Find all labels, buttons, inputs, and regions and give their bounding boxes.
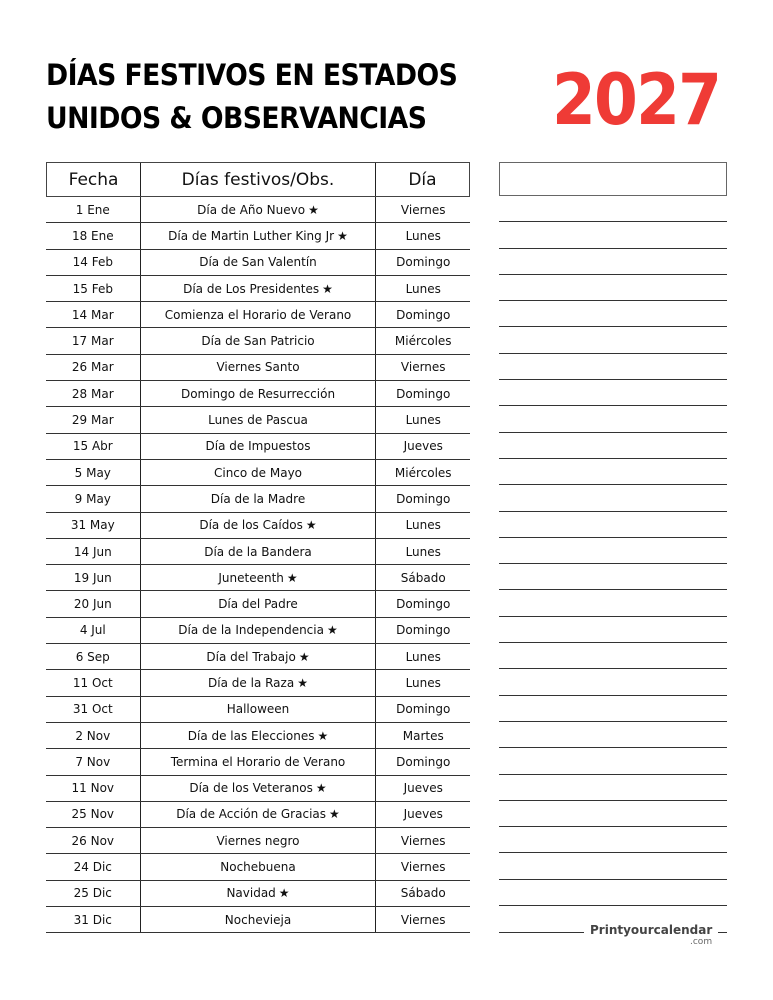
holiday-name: Viernes Santo bbox=[216, 360, 300, 375]
date-cell: 1 Ene bbox=[46, 197, 141, 222]
date-cell: 2 Nov bbox=[46, 723, 141, 748]
note-line bbox=[499, 853, 727, 879]
table-row bbox=[46, 434, 470, 460]
holiday-cell bbox=[141, 381, 377, 406]
weekday-cell: Sábado bbox=[400, 570, 446, 585]
notes-column bbox=[499, 162, 727, 906]
federal-holiday-star-icon: ★ bbox=[322, 281, 333, 296]
holiday-cell bbox=[141, 276, 377, 301]
holiday-cell bbox=[141, 802, 377, 827]
weekday-cell: Lunes bbox=[405, 518, 441, 533]
federal-holiday-star-icon: ★ bbox=[305, 518, 317, 533]
weekday-cell: Lunes bbox=[405, 649, 441, 664]
weekday-cell: Domingo bbox=[396, 491, 451, 506]
date-cell: 19 Jun bbox=[46, 565, 141, 590]
date-cell: 25 Dic bbox=[46, 881, 141, 906]
holiday-cell bbox=[141, 828, 377, 853]
holiday-cell bbox=[141, 302, 377, 327]
holiday-name: Comienza el Horario de Verano bbox=[164, 307, 352, 322]
table-header bbox=[46, 162, 470, 197]
federal-holiday-star-icon: ★ bbox=[308, 202, 319, 217]
weekday-cell: Domingo bbox=[396, 386, 451, 401]
holiday-name: Juneteenth bbox=[218, 570, 284, 585]
date-cell: 31 May bbox=[46, 513, 141, 538]
table-row bbox=[46, 907, 470, 933]
brand-suffix: .com bbox=[690, 937, 713, 947]
table-row bbox=[46, 591, 470, 617]
table-row bbox=[46, 539, 470, 565]
divider-line bbox=[499, 932, 584, 933]
date-cell: 31 Dic bbox=[46, 907, 141, 932]
date-cell: 26 Nov bbox=[46, 828, 141, 853]
holiday-name: Cinco de Mayo bbox=[213, 465, 303, 480]
weekday-cell: Viernes bbox=[400, 833, 446, 848]
table-row bbox=[46, 749, 470, 775]
note-line bbox=[499, 196, 727, 222]
date-cell: 9 May bbox=[46, 486, 141, 511]
holiday-cell bbox=[141, 539, 377, 564]
date-cell: 25 Nov bbox=[46, 802, 141, 827]
date-cell: 18 Ene bbox=[46, 223, 141, 248]
table-row bbox=[46, 670, 470, 696]
weekday-cell: Lunes bbox=[405, 413, 441, 428]
table-row bbox=[46, 513, 470, 539]
holiday-cell bbox=[141, 723, 377, 748]
note-line bbox=[499, 880, 727, 906]
weekday-cell: Lunes bbox=[405, 281, 441, 296]
holiday-name: Día de San Patricio bbox=[201, 334, 315, 349]
date-cell: 4 Jul bbox=[46, 618, 141, 643]
title-line-2: UNIDOS & OBSERVANCIAS bbox=[46, 101, 427, 135]
holiday-name: Día de la Independencia bbox=[178, 623, 324, 638]
holiday-cell bbox=[141, 907, 377, 932]
table-row bbox=[46, 276, 470, 302]
date-cell: 26 Mar bbox=[46, 355, 141, 380]
table-row bbox=[46, 565, 470, 591]
table-row bbox=[46, 460, 470, 486]
holiday-cell bbox=[141, 250, 377, 275]
holiday-name: Termina el Horario de Verano bbox=[170, 754, 346, 769]
holiday-cell bbox=[141, 486, 377, 511]
note-line bbox=[499, 327, 727, 353]
note-line bbox=[499, 775, 727, 801]
holiday-cell bbox=[141, 854, 377, 879]
note-line bbox=[499, 722, 727, 748]
column-header-holiday: Días festivos/Obs. bbox=[141, 163, 376, 196]
date-cell: 11 Nov bbox=[46, 776, 141, 801]
note-line bbox=[499, 433, 727, 459]
holiday-cell bbox=[141, 670, 377, 695]
holiday-name: Día de Año Nuevo bbox=[197, 202, 306, 217]
note-line bbox=[499, 669, 727, 695]
holiday-name: Día de los Caídos bbox=[199, 518, 303, 533]
note-line bbox=[499, 643, 727, 669]
holiday-cell bbox=[141, 460, 377, 485]
holiday-name: Día de las Elecciones bbox=[187, 728, 315, 743]
table-row bbox=[46, 302, 470, 328]
holiday-cell bbox=[141, 197, 377, 222]
date-cell: 6 Sep bbox=[46, 644, 141, 669]
table-row bbox=[46, 618, 470, 644]
holiday-name: Día de Impuestos bbox=[205, 439, 311, 454]
holiday-name: Día de la Madre bbox=[210, 491, 306, 506]
table-row bbox=[46, 328, 470, 354]
holidays-table bbox=[46, 162, 470, 933]
table-row bbox=[46, 407, 470, 433]
note-line bbox=[499, 249, 727, 275]
notes-header-box bbox=[499, 162, 727, 196]
holiday-name: Día de San Valentín bbox=[199, 255, 317, 270]
notes-lines bbox=[499, 196, 727, 906]
holiday-cell bbox=[141, 776, 377, 801]
note-line bbox=[499, 275, 727, 301]
table-row bbox=[46, 776, 470, 802]
holiday-name: Día de los Veteranos bbox=[189, 781, 313, 796]
table-row bbox=[46, 828, 470, 854]
note-line bbox=[499, 827, 727, 853]
federal-holiday-star-icon: ★ bbox=[337, 228, 348, 243]
weekday-cell: Jueves bbox=[403, 781, 443, 796]
holiday-cell bbox=[141, 328, 377, 353]
federal-holiday-star-icon: ★ bbox=[329, 807, 340, 822]
note-line bbox=[499, 406, 727, 432]
date-cell: 15 Abr bbox=[46, 434, 141, 459]
holiday-name: Nochevieja bbox=[224, 912, 292, 927]
weekday-cell: Viernes bbox=[400, 202, 446, 217]
holiday-cell bbox=[141, 565, 377, 590]
weekday-cell: Domingo bbox=[396, 255, 451, 270]
holiday-cell bbox=[141, 697, 377, 722]
weekday-cell: Domingo bbox=[396, 307, 451, 322]
federal-holiday-star-icon: ★ bbox=[298, 649, 310, 664]
weekday-cell: Jueves bbox=[403, 807, 443, 822]
table-row bbox=[46, 223, 470, 249]
table-row bbox=[46, 381, 470, 407]
weekday-cell: Lunes bbox=[405, 228, 441, 243]
date-cell: 7 Nov bbox=[46, 749, 141, 774]
weekday-cell: Domingo bbox=[396, 754, 451, 769]
weekday-cell: Domingo bbox=[396, 597, 451, 612]
federal-holiday-star-icon: ★ bbox=[326, 623, 338, 638]
table-row bbox=[46, 854, 470, 880]
holiday-name: Día de Acción de Gracias bbox=[176, 807, 327, 822]
holiday-cell bbox=[141, 881, 377, 906]
holiday-cell bbox=[141, 618, 377, 643]
date-cell: 14 Mar bbox=[46, 302, 141, 327]
note-line bbox=[499, 617, 727, 643]
weekday-cell: Viernes bbox=[400, 912, 446, 927]
year-label: 2027 bbox=[552, 59, 721, 141]
weekday-cell: Lunes bbox=[405, 675, 441, 690]
date-cell: 14 Jun bbox=[46, 539, 141, 564]
note-line bbox=[499, 748, 727, 774]
holiday-cell bbox=[141, 355, 377, 380]
note-line bbox=[499, 301, 727, 327]
divider-line bbox=[718, 932, 727, 933]
note-line bbox=[499, 801, 727, 827]
federal-holiday-star-icon: ★ bbox=[297, 675, 308, 690]
note-line bbox=[499, 512, 727, 538]
holiday-name: Halloween bbox=[226, 702, 290, 717]
holiday-cell bbox=[141, 591, 377, 616]
note-line bbox=[499, 564, 727, 590]
holiday-name: Lunes de Pascua bbox=[208, 413, 308, 428]
date-cell: 24 Dic bbox=[46, 854, 141, 879]
holiday-name: Día de la Raza bbox=[208, 675, 295, 690]
brand-name: Printyourcalendar bbox=[590, 923, 713, 937]
table-row bbox=[46, 486, 470, 512]
federal-holiday-star-icon: ★ bbox=[317, 728, 329, 743]
page-title bbox=[46, 54, 478, 140]
holiday-name: Navidad bbox=[226, 886, 276, 901]
note-line bbox=[499, 590, 727, 616]
weekday-cell: Miércoles bbox=[394, 334, 452, 349]
federal-holiday-star-icon: ★ bbox=[286, 570, 298, 585]
federal-holiday-star-icon: ★ bbox=[278, 886, 290, 901]
weekday-cell: Jueves bbox=[403, 439, 443, 454]
holiday-name: Viernes negro bbox=[216, 833, 300, 848]
note-line bbox=[499, 538, 727, 564]
note-line bbox=[499, 696, 727, 722]
date-cell: 28 Mar bbox=[46, 381, 141, 406]
brand-footer bbox=[499, 922, 727, 952]
column-header-day: Día bbox=[408, 169, 437, 190]
table-row bbox=[46, 250, 470, 276]
table-row bbox=[46, 697, 470, 723]
note-line bbox=[499, 354, 727, 380]
note-line bbox=[499, 222, 727, 248]
holiday-cell bbox=[141, 749, 377, 774]
date-cell: 31 Oct bbox=[46, 697, 141, 722]
column-header-date: Fecha bbox=[47, 163, 141, 196]
holiday-name: Día de Martin Luther King Jr bbox=[168, 228, 335, 243]
table-row bbox=[46, 197, 470, 223]
date-cell: 14 Feb bbox=[46, 250, 141, 275]
table-row bbox=[46, 723, 470, 749]
table-row bbox=[46, 644, 470, 670]
table-row bbox=[46, 802, 470, 828]
note-line bbox=[499, 485, 727, 511]
note-line bbox=[499, 380, 727, 406]
weekday-cell: Miércoles bbox=[394, 465, 452, 480]
date-cell: 20 Jun bbox=[46, 591, 141, 616]
weekday-cell: Sábado bbox=[400, 886, 446, 901]
holiday-cell bbox=[141, 644, 377, 669]
holiday-name: Día del Padre bbox=[218, 597, 298, 612]
weekday-cell: Lunes bbox=[405, 544, 441, 559]
holiday-name: Nochebuena bbox=[220, 860, 296, 875]
table-body bbox=[46, 197, 470, 933]
date-cell: 5 May bbox=[46, 460, 141, 485]
weekday-cell: Domingo bbox=[396, 702, 451, 717]
table-row bbox=[46, 355, 470, 381]
holiday-name: Domingo de Resurrección bbox=[180, 386, 336, 401]
table-row bbox=[46, 881, 470, 907]
date-cell: 11 Oct bbox=[46, 670, 141, 695]
federal-holiday-star-icon: ★ bbox=[315, 781, 327, 796]
holiday-name: Día de Los Presidentes bbox=[183, 281, 320, 296]
date-cell: 29 Mar bbox=[46, 407, 141, 432]
title-line-1: DÍAS FESTIVOS EN ESTADOS bbox=[46, 58, 458, 92]
weekday-cell: Viernes bbox=[400, 860, 446, 875]
holiday-name: Día del Trabajo bbox=[206, 649, 296, 664]
note-line bbox=[499, 459, 727, 485]
holiday-name: Día de la Bandera bbox=[204, 544, 312, 559]
holiday-cell bbox=[141, 223, 377, 248]
date-cell: 17 Mar bbox=[46, 328, 141, 353]
weekday-cell: Martes bbox=[402, 728, 444, 743]
date-cell: 15 Feb bbox=[46, 276, 141, 301]
holiday-cell bbox=[141, 407, 377, 432]
weekday-cell: Viernes bbox=[400, 360, 446, 375]
weekday-cell: Domingo bbox=[396, 623, 451, 638]
holiday-cell bbox=[141, 434, 377, 459]
holiday-cell bbox=[141, 513, 377, 538]
